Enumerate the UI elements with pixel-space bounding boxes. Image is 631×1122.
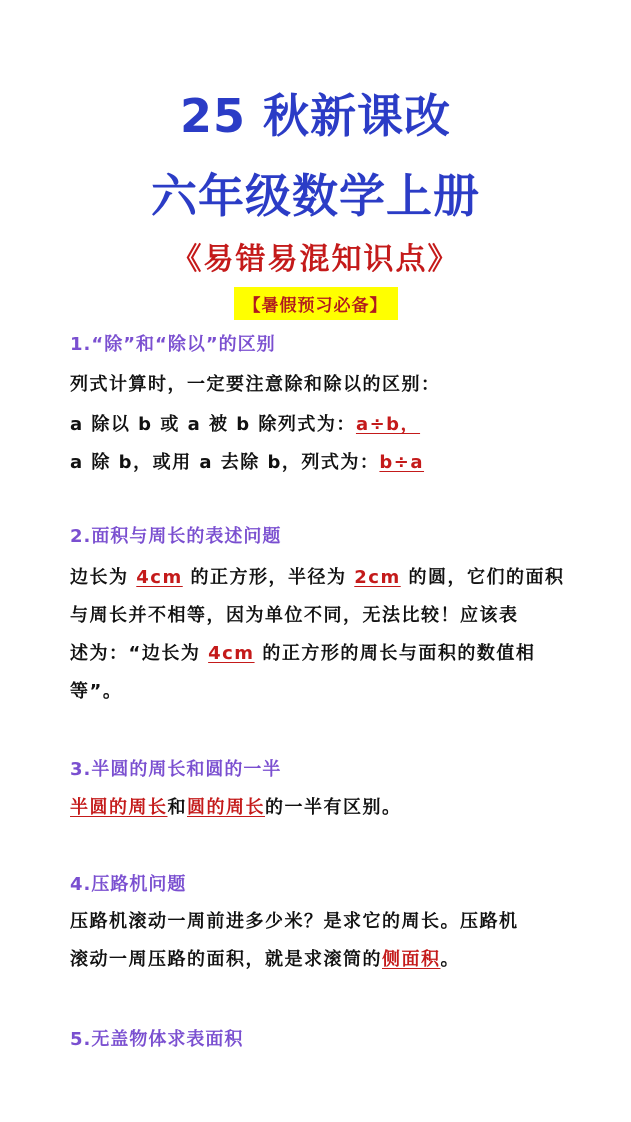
title-line-2: 六年级数学上册 bbox=[151, 169, 480, 223]
section-1-line-1: 列式计算时，一定要注意除和除以的区别： bbox=[70, 374, 441, 395]
title-line-1: 25 秋新课改 bbox=[179, 89, 452, 143]
subtitle: 《易错易混知识点》 bbox=[171, 242, 460, 277]
section-2-line-4: 等”。 bbox=[70, 681, 123, 702]
highlight: 圆的周长 bbox=[187, 797, 265, 818]
highlight: 半圆的周长 bbox=[70, 797, 168, 818]
section-1-heading: 1.“除”和“除以”的区别 bbox=[70, 334, 276, 355]
section-3-heading: 3.半圆的周长和圆的一半 bbox=[70, 759, 282, 780]
text: 和 bbox=[167, 797, 187, 818]
text: 的圆，它们的面积 bbox=[400, 567, 565, 588]
section-4-line-2 bbox=[70, 945, 460, 971]
text: 边长为 bbox=[70, 567, 137, 588]
text: 的正方形，半径为 bbox=[182, 567, 355, 588]
highlight: 侧面积 bbox=[382, 949, 441, 970]
text: 述为：“边长为 bbox=[70, 643, 209, 664]
section-2-line-1 bbox=[70, 563, 565, 589]
text: 。 bbox=[440, 949, 460, 970]
section-1-line-3 bbox=[70, 448, 424, 474]
section-1-line-2 bbox=[70, 410, 420, 436]
section-4-heading: 4.压路机问题 bbox=[70, 874, 187, 895]
section-2-line-2: 与周长并不相等，因为单位不同，无法比较！应该表 bbox=[70, 605, 519, 626]
highlight: 2cm bbox=[354, 567, 401, 588]
highlight: 4cm bbox=[136, 567, 183, 588]
section-5-heading: 5.无盖物体求表面积 bbox=[70, 1029, 244, 1050]
badge: 【暑假预习必备】 bbox=[234, 287, 398, 320]
section-4-line-1: 压路机滚动一周前进多少米？是求它的周长。压路机 bbox=[70, 911, 519, 932]
section-2-heading: 2.面积与周长的表述问题 bbox=[70, 526, 282, 547]
text: 滚动一周压路的面积，就是求滚筒的 bbox=[70, 949, 382, 970]
highlight: a÷b， bbox=[355, 414, 421, 435]
text: a 除 b，或用 a 去除 b，列式为： bbox=[70, 452, 380, 473]
badge-container bbox=[0, 287, 631, 320]
text: a 除以 b 或 a 被 b 除列式为： bbox=[70, 414, 356, 435]
highlight: 4cm bbox=[208, 643, 255, 664]
text: 的一半有区别。 bbox=[265, 797, 402, 818]
section-3-line-1 bbox=[70, 793, 402, 819]
section-2-line-3 bbox=[70, 639, 535, 665]
text: 的正方形的周长与面积的数值相 bbox=[254, 643, 536, 664]
highlight: b÷a bbox=[379, 452, 425, 473]
